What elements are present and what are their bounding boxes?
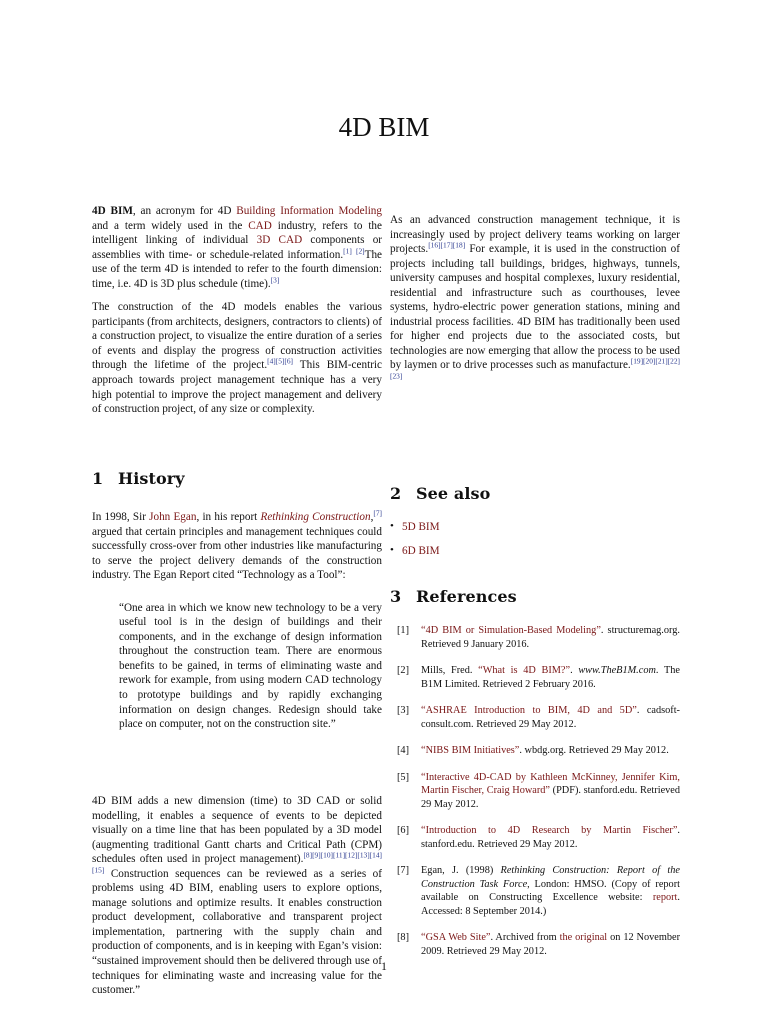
intro-paragraph-1: [92, 204, 382, 291]
inline-link[interactable]: “4D BIM or Simulation-Based Modeling”: [421, 625, 601, 636]
left-column: [92, 204, 383, 997]
reference-number: [4]: [397, 745, 410, 756]
text-run: . cadsoft-consult.com. Retrieved 29 May 2012.: [421, 705, 680, 730]
text-run: Mills, Fred.: [421, 665, 479, 676]
section-number: 2: [390, 484, 402, 503]
reference-item: [390, 744, 680, 758]
see-also-link[interactable]: 6D BIM: [402, 545, 440, 557]
inline-link[interactable]: Building Information Modeling: [236, 205, 382, 217]
citation-link[interactable]: [3]: [270, 275, 280, 284]
history-paragraph-2-continued: [390, 204, 680, 388]
inline-link[interactable]: “ASHRAE Introduction to BIM, 4D and 5D”: [421, 705, 637, 716]
text-run: As an advanced construction management technique, it is increasingly used by project delivery teams working on larger projects.: [390, 214, 680, 256]
text-run: , London: HMSO. (Copy of report available on Constructing Excellence website:: [421, 878, 681, 903]
reference-number: [6]: [397, 825, 410, 836]
text-run: and a term widely used in the: [92, 219, 249, 232]
bold-term: 4D BIM: [92, 205, 133, 217]
text-run: The construction of the 4D models enables the various participants (from architects, designers, contractors to clients) of a construction project, to visualize the entire duration of a series of events and display the progress of construction activities through the lifetime of the project.: [92, 301, 382, 372]
citation-link[interactable]: [4][5][6]: [267, 356, 293, 366]
text-run: industry, refers to the intelligent linking of individual: [92, 219, 382, 247]
reference-item: [390, 864, 680, 918]
citation-link[interactable]: [16][17][18]: [428, 240, 466, 250]
inline-link[interactable]: “Interactive 4D-CAD by Kathleen McKinney, Jennifer Kim, Martin Fischer, Craig Howard”: [421, 771, 680, 796]
see-also-item[interactable]: [390, 545, 440, 569]
intro-paragraph-2: [92, 300, 382, 416]
italic-text: Rethinking Construction: Report of the Construction Task Force: [421, 865, 680, 890]
quote-text: [119, 601, 382, 732]
citation-link[interactable]: [7]: [373, 508, 382, 518]
citation-link[interactable]: [19][20][21][22][23]: [390, 356, 680, 381]
inline-link[interactable]: report: [652, 892, 678, 903]
citation-link[interactable]: [2]: [355, 245, 365, 255]
text-run: (PDF). stanford.edu. Retrieved 29 May 2012.: [421, 785, 681, 810]
inline-link[interactable]: “GSA Web Site”: [421, 932, 491, 943]
inline-link[interactable]: “What is 4D BIM?”: [478, 665, 571, 676]
reference-item: [390, 624, 680, 651]
text-run: Construction sequences can be reviewed as a series of problems using 4D BIM, enabling users to explore options, manage solutions and optimize results. It enables construction product development, collaborative and transparent project implementation, partnering with the supply chain and production of components, and is in keeping with Egan’s vision: “sustained improvement should then be delivered through use of techniques for eliminating waste and increasing value for the customer.”: [92, 867, 382, 997]
citation-link[interactable]: [1]: [343, 245, 352, 255]
reference-item: [390, 771, 680, 812]
text-run: ,: [370, 511, 374, 523]
text-run: “One area in which we know new technology to be a very useful tool is in the design of buildings and their components, and in the exchange of design information throughout the construction team. There are enormous benefits to be gained, in terms of eliminating waste and rework for example, from using modern CAD technology to prototype buildings and by rapidly exchanging information on design changes. Redesign should take place on computer, not on the construction site.”: [119, 601, 382, 731]
history-body: [92, 510, 382, 732]
reference-number: [1]: [397, 625, 410, 636]
page-title: 4D BIM: [338, 112, 430, 142]
inline-link[interactable]: the original: [559, 932, 608, 943]
italic-text: www.TheB1M.com: [578, 665, 656, 676]
reference-item: [390, 704, 680, 731]
see-also-list: [390, 521, 440, 569]
text-run: . The B1M Limited. Retrieved 2 February 2016.: [421, 665, 680, 690]
section-number: 3: [390, 587, 402, 606]
text-run: argued that certain principles and management techniques could successfully cross-over from other industries like manufacturing to serve the project delivery demands of the construction industry. The Egan Report cited “Technology as a Tool”:: [92, 525, 382, 582]
inline-link[interactable]: John Egan: [149, 511, 197, 523]
text-run: . Accessed: 8 September 2014.): [421, 892, 680, 917]
text-run: . structuremag.org. Retrieved 9 January 2016.: [421, 625, 680, 650]
reference-number: [5]: [397, 771, 410, 783]
section-heading-see-also: 2 See also: [390, 484, 491, 503]
text-run: Egan, J. (1998): [421, 865, 501, 876]
history-paragraph-3: [390, 213, 680, 388]
text-run: . wbdg.org. Retrieved 29 May 2012.: [519, 745, 669, 756]
section-number: 1: [92, 469, 104, 488]
blockquote: [119, 601, 382, 732]
text-run: The use of the term 4D is intended to refer to the fourth dimension: time, i.e. 4D is 3D plus schedule (time).: [92, 248, 383, 290]
inline-link[interactable]: Rethinking Construction: [260, 511, 371, 523]
inline-link[interactable]: “NIBS BIM Initiatives”: [421, 745, 520, 756]
text-run: For example, it is used in the construction of projects including tall buildings, bridges, highways, tunnels, university campuses and hospital complexes, luxury residential, residential and infrastructure such as courthouses, levee systems, hydro-electric power generation stations, mining and industrial process facilities. 4D BIM has traditionally been used for higher end projects due to the associated costs, but technologies are now emerging that allow the process to be used by laymen or to drive processes such as manufacture.: [390, 243, 680, 372]
reference-number: [2]: [397, 665, 410, 676]
text-run: 4D BIM adds a new dimension (time) to 3D CAD or solid modelling, it enables a sequence of events to be depicted visually on a time line that has been populated by a 3D model (augmenting traditional Gantt charts and Critical Path (CPM) schedules often used in project management).: [92, 795, 382, 866]
text-run: , an acronym for 4D: [132, 205, 237, 217]
text-run: , in his report: [196, 511, 261, 523]
section-heading-history: 1 History: [92, 469, 185, 488]
references-list: [390, 624, 680, 971]
text-run: on 12 November 2009. Retrieved 29 May 2012.: [421, 932, 681, 957]
section-heading-references: 3 References: [390, 587, 517, 606]
inline-link[interactable]: “Introduction to 4D Research by Martin Fischer”: [421, 825, 678, 836]
reference-number: [8]: [397, 932, 410, 943]
text-run: . Archived from: [490, 932, 560, 943]
see-also-link[interactable]: 5D BIM: [402, 521, 440, 533]
inline-link[interactable]: CAD: [248, 219, 272, 232]
reference-item: [390, 824, 680, 851]
reference-item: [390, 931, 680, 958]
reference-number: [3]: [397, 705, 410, 716]
citation-link[interactable]: [8][9][10][11][12][13][14][15]: [92, 850, 382, 874]
history-paragraph-1: [92, 510, 382, 583]
text-run: components or assemblies with time- or schedule-related information.: [92, 234, 383, 261]
page-number: 1: [381, 961, 387, 973]
inline-link[interactable]: 3D CAD: [256, 234, 303, 247]
text-run: . stanford.edu. Retrieved 29 May 2012.: [421, 825, 680, 850]
reference-number: [7]: [397, 865, 410, 876]
text-run: In 1998, Sir: [92, 511, 150, 523]
see-also-item[interactable]: [390, 521, 440, 545]
text-run: This BIM-centric approach towards project management technique has a very high potential to improve the project management and delivery of construction project, of any size or complexity.: [92, 359, 382, 416]
reference-item: [390, 664, 680, 691]
text-run: .: [570, 665, 579, 676]
